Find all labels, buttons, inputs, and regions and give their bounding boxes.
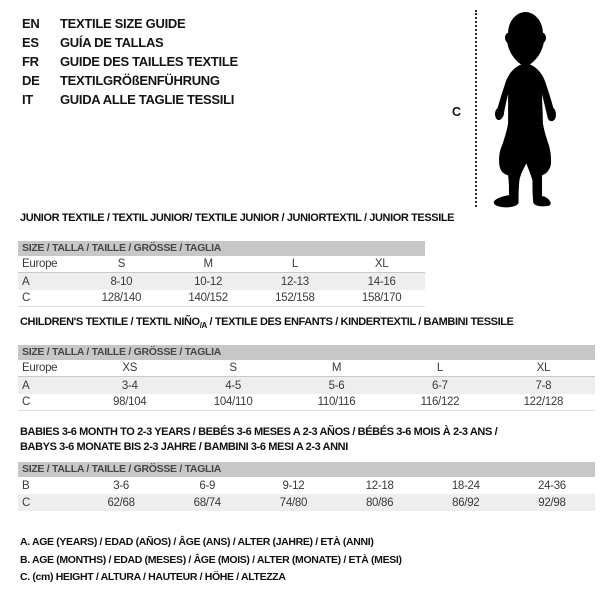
col-header: M xyxy=(203,258,213,270)
table-cell: 18-24 xyxy=(451,479,480,492)
size-header-bar: SIZE / TALLA / TAILLE / GRÖSSE / TAGLIA xyxy=(18,241,425,256)
lang-title: GUIDA ALLE TAGLIE TESSILI xyxy=(60,92,235,107)
row-label: A xyxy=(22,275,30,288)
col-header: L xyxy=(436,362,443,374)
row-label: C xyxy=(22,292,31,304)
lang-code: FR xyxy=(22,54,39,69)
lang-code: EN xyxy=(22,16,40,31)
title-subscript: /A xyxy=(199,321,207,331)
table-cell: 10-12 xyxy=(194,275,223,288)
babies-section-title xyxy=(20,425,497,455)
table-cell: 4-5 xyxy=(225,379,241,392)
row-label: C xyxy=(22,496,31,509)
baby-silhouette-image xyxy=(482,10,569,208)
lang-row-en xyxy=(22,14,238,33)
table-cell: 3-4 xyxy=(121,379,138,392)
lang-row-it xyxy=(22,90,238,109)
babies-size-table xyxy=(18,462,595,511)
table-cell: 122/128 xyxy=(523,396,564,408)
lang-code: IT xyxy=(22,92,33,107)
row-label: A xyxy=(22,379,30,392)
children-section-title xyxy=(20,316,514,330)
table-cell: 5-6 xyxy=(328,379,345,392)
lang-code: ES xyxy=(22,35,39,50)
row-label: B xyxy=(22,479,30,492)
title-part: / TEXTILE DES ENFANTS / KINDERTEXTIL / BAMBINI TESSILE xyxy=(206,316,514,328)
table-cell: 12-18 xyxy=(365,479,394,492)
table-cell: 80/86 xyxy=(365,496,394,509)
table-cell: 92/98 xyxy=(538,496,566,509)
measurement-legend xyxy=(20,536,402,589)
table-cell: 86/92 xyxy=(452,496,480,509)
table-cell: 110/116 xyxy=(317,396,356,408)
table-row-height xyxy=(18,394,595,411)
table-cell: 74/80 xyxy=(279,496,308,509)
lang-code: DE xyxy=(22,73,40,88)
lang-row-fr xyxy=(22,52,238,71)
legend-line-a: A. AGE (YEARS) / EDAD (AÑOS) / ÂGE (ANS) / ALTER (JAHRE) / ETÀ (ANNI) xyxy=(20,536,374,548)
table-cell: 7-8 xyxy=(535,379,552,392)
table-row-height xyxy=(18,290,425,307)
size-header-bar: SIZE / TALLA / TAILLE / GRÖSSE / TAGLIA xyxy=(18,462,595,477)
col-header: L xyxy=(291,258,298,270)
language-list xyxy=(22,14,238,109)
table-row-age xyxy=(18,377,595,394)
col-header: XL xyxy=(536,362,551,374)
row-label: C xyxy=(22,396,31,408)
col-header: M xyxy=(331,362,342,374)
legend-line-c: C. (cm) HEIGHT / ALTURA / HAUTEUR / HÖHE / ALTEZZA xyxy=(20,571,286,583)
lang-title: TEXTILGRÖßENFÜHRUNG xyxy=(60,73,220,88)
table-cell: 24-36 xyxy=(537,479,566,492)
table-cell: 12-13 xyxy=(280,275,309,288)
title-part: CHILDREN'S TEXTILE / TEXTIL NIÑO xyxy=(20,316,200,328)
table-cell: 3-6 xyxy=(113,479,129,492)
table-cell: 6-7 xyxy=(432,379,448,392)
table-cell: 14-16 xyxy=(367,275,396,288)
col-header: S xyxy=(117,258,126,270)
junior-section-title: JUNIOR TEXTILE / TEXTIL JUNIOR/ TEXTILE JUNIOR / JUNIORTEXTIL / JUNIOR TESSILE xyxy=(20,212,455,224)
junior-size-table xyxy=(18,241,425,307)
height-measure-dotted-line xyxy=(475,10,477,207)
children-size-table xyxy=(18,345,595,411)
table-row-months xyxy=(18,477,595,494)
table-cell: 8-10 xyxy=(110,275,133,288)
table-cell: 128/140 xyxy=(101,292,142,304)
table-row-europe xyxy=(18,256,425,273)
lang-row-de xyxy=(22,71,238,90)
legend-line-b: B. AGE (MONTHS) / EDAD (MESES) / ÂGE (MOIS) / ALTER (MONATE) / ETÀ (MESI) xyxy=(20,553,402,566)
lang-title: GUIDE DES TAILLES TEXTILE xyxy=(60,54,238,69)
table-cell: 62/68 xyxy=(107,496,135,509)
row-label: Europe xyxy=(22,362,58,374)
size-header-bar: SIZE / TALLA / TAILLE / GRÖSSE / TAGLIA xyxy=(18,345,595,360)
height-measure-label: C xyxy=(452,105,462,119)
table-cell: 6-9 xyxy=(199,479,216,492)
table-cell: 68/74 xyxy=(193,496,221,509)
row-label: Europe xyxy=(22,258,58,270)
col-header: XL xyxy=(374,258,389,270)
lang-title: TEXTILE SIZE GUIDE xyxy=(60,16,186,31)
table-row-age xyxy=(18,273,425,290)
col-header: XS xyxy=(122,362,138,374)
col-header: S xyxy=(229,362,237,374)
table-cell: 158/170 xyxy=(361,292,402,304)
table-row-height xyxy=(18,494,595,511)
table-cell: 104/110 xyxy=(213,396,253,408)
babies-title-line1: BABIES 3-6 MONTH TO 2-3 YEARS / BEBÉS 3-6 MESES A 2-3 AÑOS / BÉBÉS 3-6 MOIS À 2-3 ANS / xyxy=(20,426,498,438)
table-cell: 98/104 xyxy=(113,396,147,408)
lang-row-es xyxy=(22,33,238,52)
babies-title-line2: BABYS 3-6 MONATE BIS 2-3 JAHRE / BAMBINI 3-6 MESI A 2-3 ANNI xyxy=(20,441,348,453)
table-cell: 116/122 xyxy=(420,396,460,408)
table-cell: 9-12 xyxy=(282,479,305,492)
table-cell: 140/152 xyxy=(188,292,228,304)
lang-title: GUÍA DE TALLAS xyxy=(60,35,164,50)
table-cell: 152/158 xyxy=(275,292,315,304)
table-row-europe xyxy=(18,360,595,377)
